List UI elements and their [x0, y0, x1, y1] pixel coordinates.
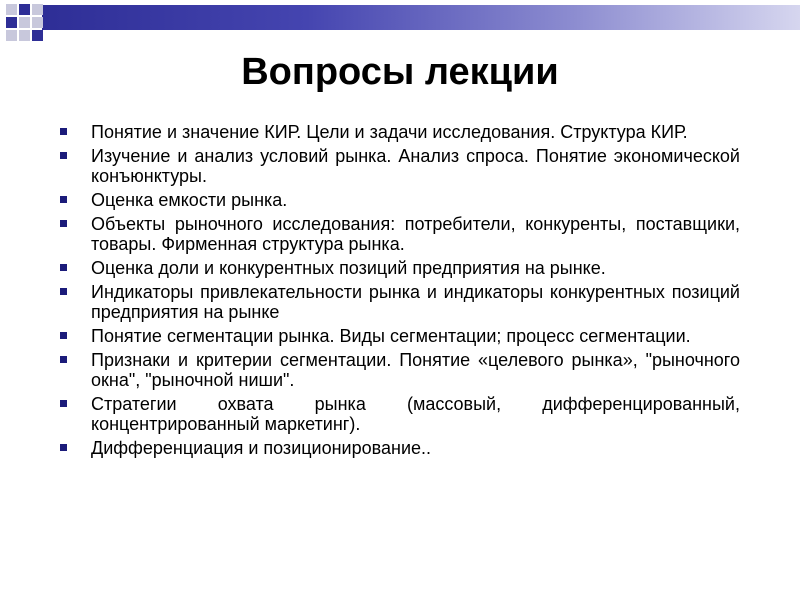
square-bullet-icon	[60, 152, 67, 159]
square-bullet-icon	[60, 128, 67, 135]
list-item	[60, 350, 740, 390]
list-item-text: Признаки и критерии сегментации. Понятие «целевого рынка», "рыночного окна", "рыночной ниши".	[91, 350, 740, 390]
list-item-text: Изучение и анализ условий рынка. Анализ спроса. Понятие экономической конъюнктуры.	[91, 146, 740, 186]
square-bullet-icon	[60, 196, 67, 203]
square-bullet-icon	[60, 356, 67, 363]
list-item-text: Индикаторы привлекательности рынка и индикаторы конкурентных позиций предприятия на рынке	[91, 282, 740, 322]
list-item-text: Дифференциация и позиционирование..	[91, 438, 432, 458]
decorative-square	[32, 17, 43, 28]
list-item-text: Стратегии охвата рынка (массовый, дифференцированный, концентрированный маркетинг).	[91, 394, 740, 434]
square-bullet-icon	[60, 220, 67, 227]
square-bullet-icon	[60, 400, 67, 407]
list-item	[60, 146, 740, 186]
list-item	[60, 258, 740, 278]
list-item	[60, 326, 740, 346]
list-item-text: Оценка доли и конкурентных позиций предприятия на рынке.	[91, 258, 606, 278]
square-bullet-icon	[60, 288, 67, 295]
square-bullet-icon	[60, 264, 67, 271]
square-bullet-icon	[60, 444, 67, 451]
slide-title: Вопросы лекции	[241, 51, 559, 93]
list-item-text: Понятие сегментации рынка. Виды сегментации; процесс сегментации.	[91, 326, 691, 346]
lecture-questions-list	[60, 122, 740, 462]
list-item	[60, 214, 740, 254]
decorative-square	[6, 4, 17, 15]
decorative-square	[19, 30, 30, 41]
decorative-square	[6, 17, 17, 28]
list-item	[60, 122, 740, 142]
list-item	[60, 394, 740, 434]
list-item	[60, 438, 740, 458]
list-item	[60, 190, 740, 210]
decorative-square	[19, 17, 30, 28]
decorative-square	[19, 4, 30, 15]
header-decorative-bar	[42, 5, 800, 30]
decorative-square	[32, 4, 43, 15]
list-item	[60, 282, 740, 322]
square-bullet-icon	[60, 332, 67, 339]
list-item-text: Оценка емкости рынка.	[91, 190, 288, 210]
decorative-square	[6, 30, 17, 41]
list-item-text: Объекты рыночного исследования: потребители, конкуренты, поставщики, товары. Фирменная структура рынка.	[91, 214, 740, 254]
list-item-text: Понятие и значение КИР. Цели и задачи исследования. Структура КИР.	[91, 122, 688, 142]
decorative-square	[32, 30, 43, 41]
